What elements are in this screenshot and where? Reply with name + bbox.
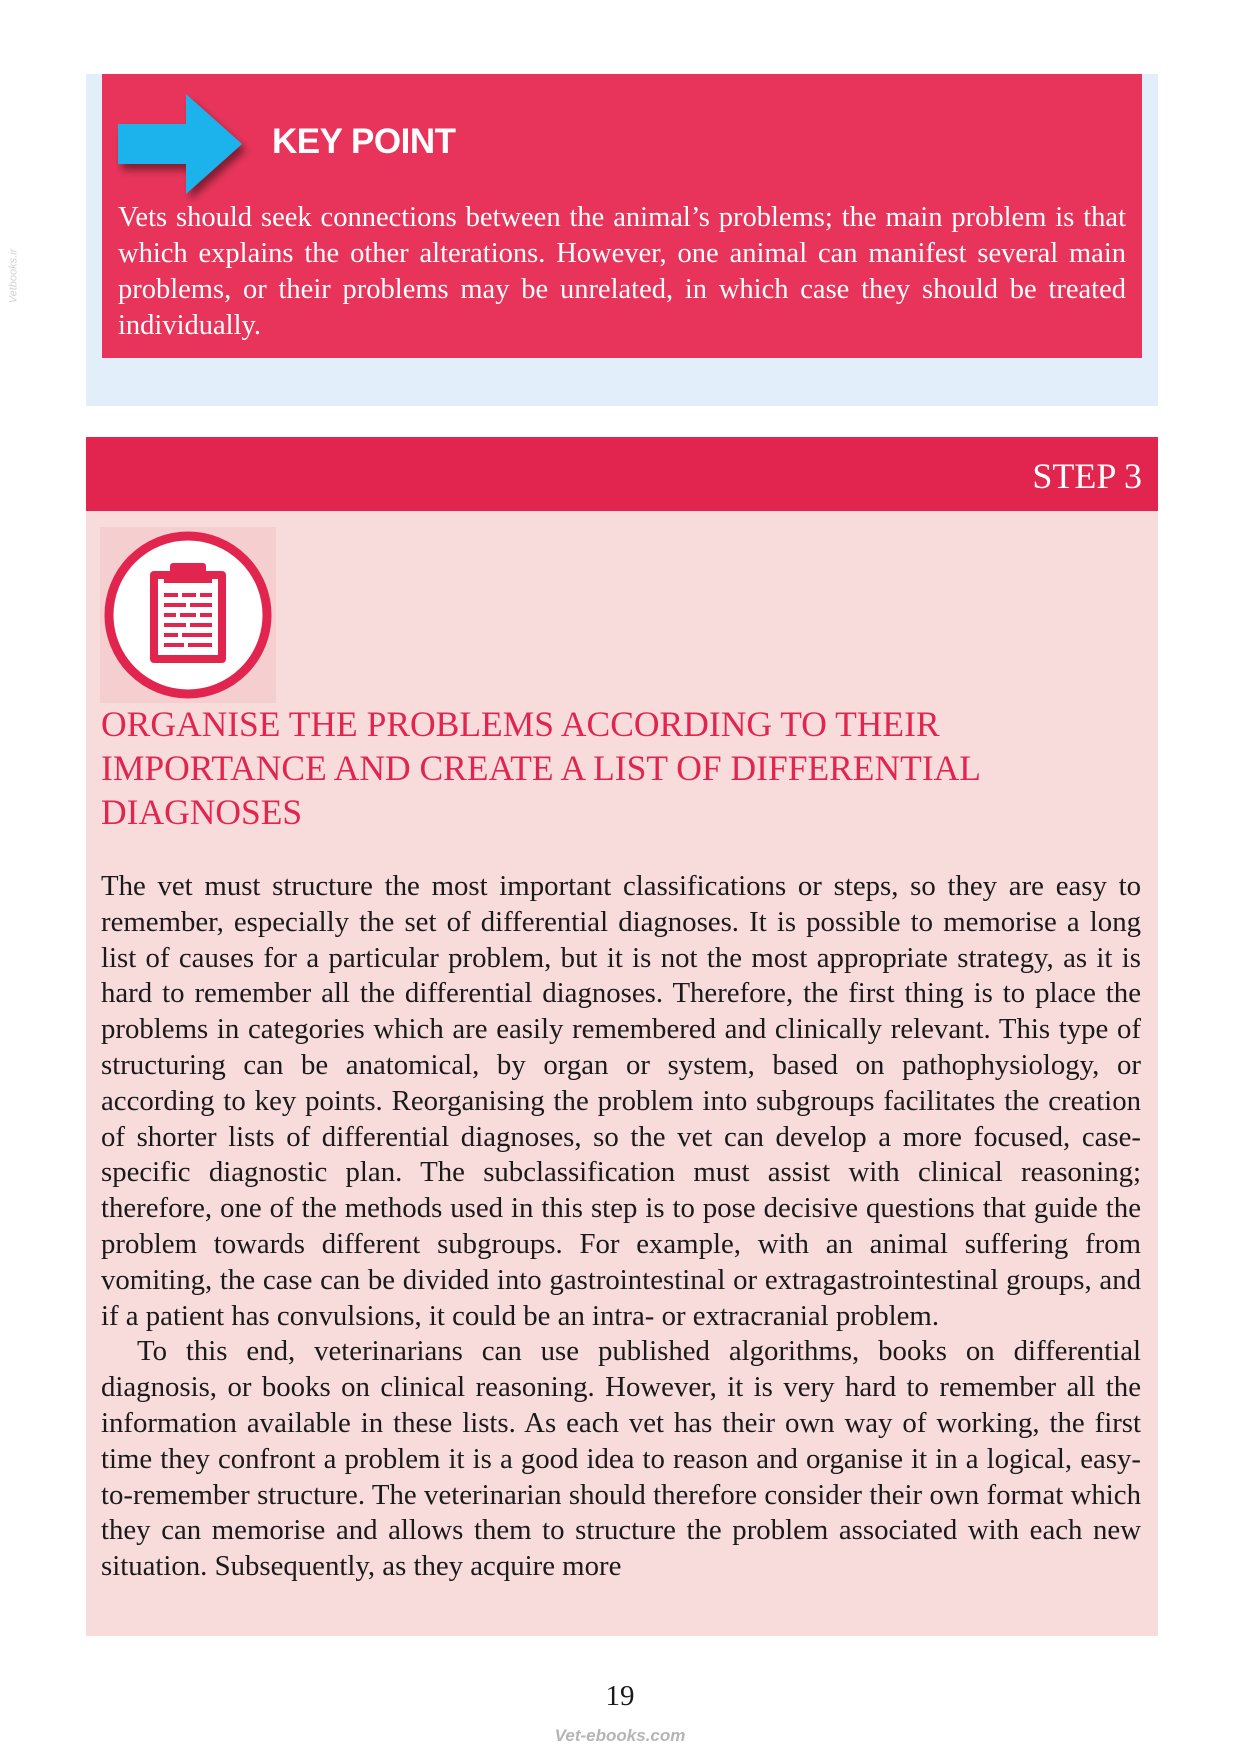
clipboard-icon (100, 527, 276, 703)
site-watermark: Vet-ebooks.com (554, 1726, 686, 1745)
body-paragraph-1: The vet must structure the most important classifications or steps, so they are easy to remember, especially the set of differential diagnoses. It is possible to memorise a long list of causes for a particular problem, but it is not the most appropriate strategy, as it is hard to remember all the differential diagnoses. Therefore, the first thing is to place the problems in categories which are easily remembered and clinically relevant. This type of structuring can be anatomical, by organ or system, based on pathophysiology, or according to key points. Reorganising the problem into subgroups facilitates the creation of shorter lists of differential diagnoses, so the vet can develop a more focused, case-specific diagnostic plan. The subclassification must assist with clinical reasoning; therefore, one of the methods used in this step is to pose decisive questions that guide the problem towards different subgroups. For example, with an animal suffering from vomiting, the case can be divided into gastrointestinal or extragastrointestinal groups, and if a patient has convulsions, it could be an intra- or extracranial problem. (101, 870, 1141, 1332)
arrow-right-icon (116, 92, 252, 202)
key-point-title: KEY POINT (272, 122, 456, 161)
step-body (101, 869, 1141, 1585)
key-point-box (102, 74, 1142, 358)
page-number: 19 (605, 1680, 635, 1712)
step-icon-tile (100, 527, 276, 703)
step-panel (86, 511, 1158, 1636)
key-point-container (86, 74, 1158, 406)
step-heading: ORGANISE THE PROBLEMS ACCORDING TO THEIR IMPORTANCE AND CREATE A LIST OF DIFFERENTIAL DIAGNOSES (101, 704, 980, 832)
step-header-bar (86, 437, 1158, 511)
side-watermark: Vetbooks.ir (7, 248, 20, 304)
body-paragraph-2: To this end, veterinarians can use published algorithms, books on differential diagnosis, or books on clinical reasoning. However, it is very hard to remember all the information available in these lists. As each vet has their own way of working, the first time they confront a problem it is a good idea to reason and organise it in a logical, easy-to-remember structure. The veterinarian should therefore consider their own format which they can memorise and allows them to structure the problem associated with each new situation. Subsequently, as they acquire more (101, 1335, 1141, 1583)
step-label: STEP 3 (1032, 456, 1142, 496)
key-point-text: Vets should seek connections between the animal’s problems; the main problem is that which explains the other alterations. However, one animal can manifest several main problems, or their problems may be unrelated, in which case they should be treated individually. (118, 202, 1126, 341)
